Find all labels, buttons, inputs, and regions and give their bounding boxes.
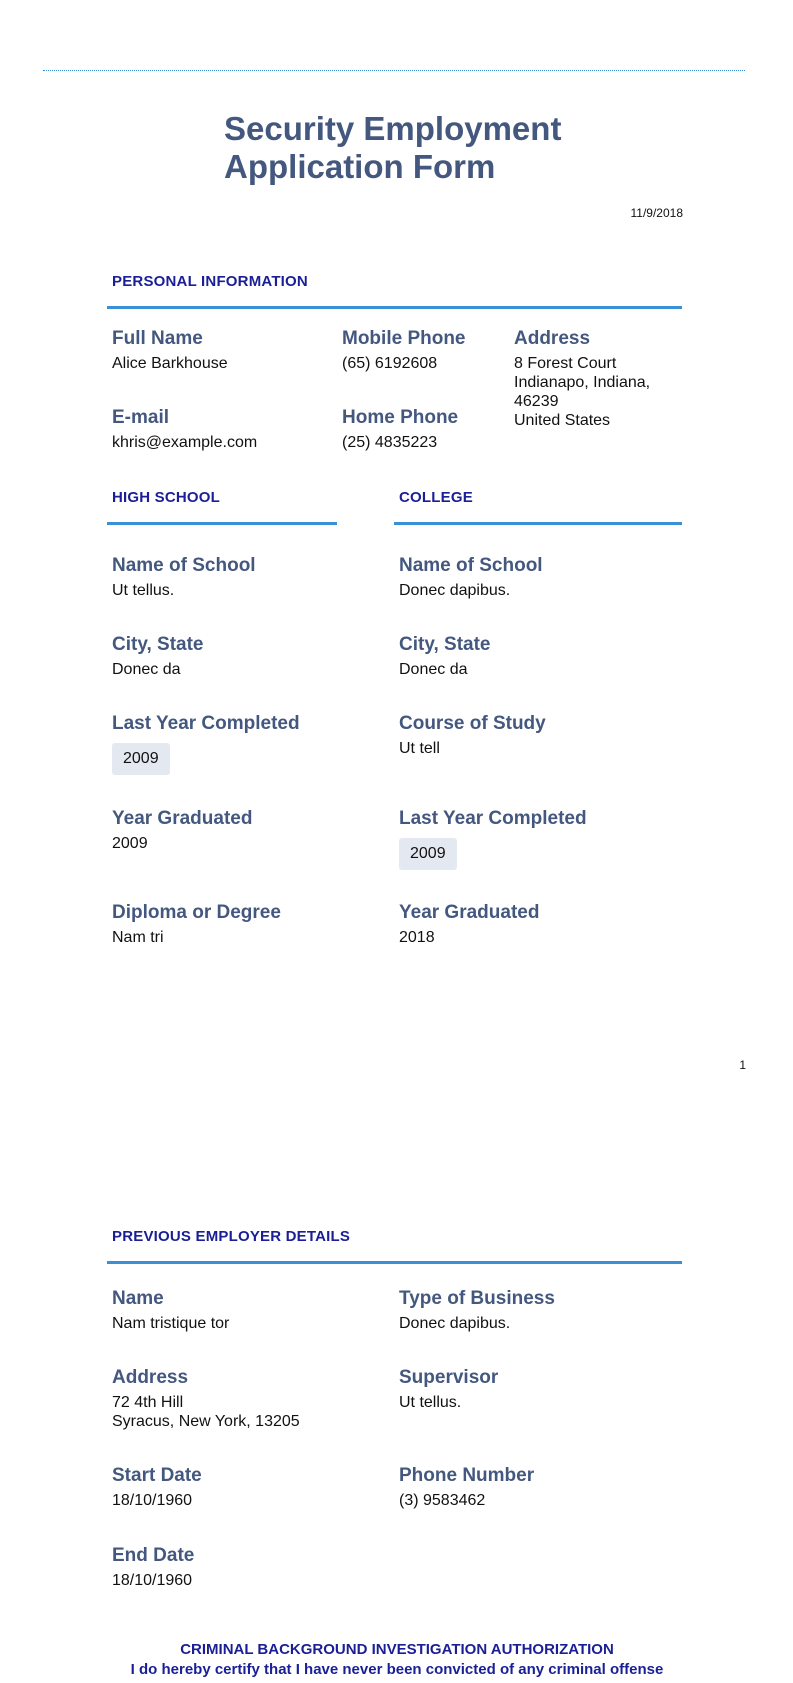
personal-info-rule xyxy=(107,306,682,309)
high-school-heading: HIGH SCHOOL xyxy=(112,489,221,506)
mobile-phone-field xyxy=(342,328,466,373)
hs-city-field xyxy=(112,634,204,679)
home-phone-value: (25) 4835223 xyxy=(342,434,438,451)
start-date-field xyxy=(112,1465,202,1510)
college-city-label: City, State xyxy=(399,634,491,655)
start-date-label: Start Date xyxy=(112,1465,202,1486)
address-line-4: United States xyxy=(514,412,611,429)
employer-name-label: Name xyxy=(112,1288,164,1309)
title-line-2: Application Form xyxy=(224,148,496,185)
criminal-text: I do hereby certify that I have never been convicted of any criminal offense xyxy=(130,1661,664,1678)
criminal-background-section xyxy=(107,1640,687,1680)
high-school-rule xyxy=(107,522,337,525)
college-last-year-label: Last Year Completed xyxy=(399,808,587,829)
phone-number-label: Phone Number xyxy=(399,1465,535,1486)
hs-last-year-field xyxy=(112,713,300,775)
address-value xyxy=(514,354,650,430)
hs-graduated-label: Year Graduated xyxy=(112,808,253,829)
email-field xyxy=(112,407,257,452)
full-name-label: Full Name xyxy=(112,328,203,349)
college-school-field xyxy=(399,555,543,600)
business-type-field xyxy=(399,1288,555,1333)
college-course-value: Ut tell xyxy=(399,740,440,757)
employer-heading: PREVIOUS EMPLOYER DETAILS xyxy=(112,1228,351,1245)
end-date-label: End Date xyxy=(112,1545,195,1566)
email-label: E-mail xyxy=(112,407,170,428)
employer-address-value xyxy=(112,1393,300,1431)
hs-school-value: Ut tellus. xyxy=(112,582,175,599)
college-city-field xyxy=(399,634,491,679)
college-graduated-value: 2018 xyxy=(399,929,435,946)
college-school-label: Name of School xyxy=(399,555,543,576)
employer-name-value: Nam tristique tor xyxy=(112,1315,230,1332)
address-line-2: Indianapo, Indiana, xyxy=(514,374,651,391)
form-date: 11/9/2018 xyxy=(630,206,683,220)
end-date-value: 18/10/1960 xyxy=(112,1572,193,1589)
hs-graduated-value: 2009 xyxy=(112,835,148,852)
phone-number-field xyxy=(399,1465,534,1510)
college-graduated-label: Year Graduated xyxy=(399,902,540,923)
employer-name-field xyxy=(112,1288,229,1333)
hs-city-label: City, State xyxy=(112,634,204,655)
business-type-label: Type of Business xyxy=(399,1288,555,1309)
hs-diploma-field xyxy=(112,902,281,947)
employer-address-line-1: 72 4th Hill xyxy=(112,1394,184,1411)
home-phone-label: Home Phone xyxy=(342,407,459,428)
hs-diploma-value: Nam tri xyxy=(112,929,164,946)
hs-graduated-field xyxy=(112,808,252,853)
title-line-1: Security Employment xyxy=(224,110,562,147)
business-type-value: Donec dapibus. xyxy=(399,1315,511,1332)
college-rule xyxy=(394,522,682,525)
college-last-year-field xyxy=(399,808,587,870)
employer-address-field xyxy=(112,1367,300,1431)
supervisor-value: Ut tellus. xyxy=(399,1394,462,1411)
home-phone-field xyxy=(342,407,458,452)
employer-rule xyxy=(107,1261,682,1264)
hs-school-field xyxy=(112,555,256,600)
full-name-field xyxy=(112,328,228,373)
mobile-phone-label: Mobile Phone xyxy=(342,328,466,349)
page-number: 1 xyxy=(739,1058,746,1072)
full-name-value: Alice Barkhouse xyxy=(112,355,228,372)
criminal-heading: CRIMINAL BACKGROUND INVESTIGATION AUTHORIZATION xyxy=(180,1641,614,1658)
address-label: Address xyxy=(514,328,591,349)
mobile-phone-value: (65) 6192608 xyxy=(342,355,438,372)
hs-city-value: Donec da xyxy=(112,661,181,678)
address-field xyxy=(514,328,650,430)
employer-address-line-2: Syracus, New York, 13205 xyxy=(112,1413,300,1430)
college-graduated-field xyxy=(399,902,539,947)
page-title xyxy=(224,110,584,186)
college-school-value: Donec dapibus. xyxy=(399,582,511,599)
address-line-3: 46239 xyxy=(514,393,559,410)
personal-info-heading: PERSONAL INFORMATION xyxy=(112,273,308,290)
college-course-label: Course of Study xyxy=(399,713,546,734)
college-heading: COLLEGE xyxy=(399,489,473,506)
college-city-value: Donec da xyxy=(399,661,468,678)
hs-last-year-label: Last Year Completed xyxy=(112,713,300,734)
address-line-1: 8 Forest Court xyxy=(514,355,617,372)
hs-last-year-chip: 2009 xyxy=(112,743,170,775)
email-value: khris@example.com xyxy=(112,434,258,451)
college-last-year-chip: 2009 xyxy=(399,838,457,870)
employer-address-label: Address xyxy=(112,1367,189,1388)
top-divider xyxy=(43,70,745,71)
phone-number-value: (3) 9583462 xyxy=(399,1492,486,1509)
hs-school-label: Name of School xyxy=(112,555,256,576)
end-date-field xyxy=(112,1545,194,1590)
start-date-value: 18/10/1960 xyxy=(112,1492,193,1509)
supervisor-field xyxy=(399,1367,498,1412)
supervisor-label: Supervisor xyxy=(399,1367,499,1388)
hs-diploma-label: Diploma or Degree xyxy=(112,902,281,923)
college-course-field xyxy=(399,713,546,758)
